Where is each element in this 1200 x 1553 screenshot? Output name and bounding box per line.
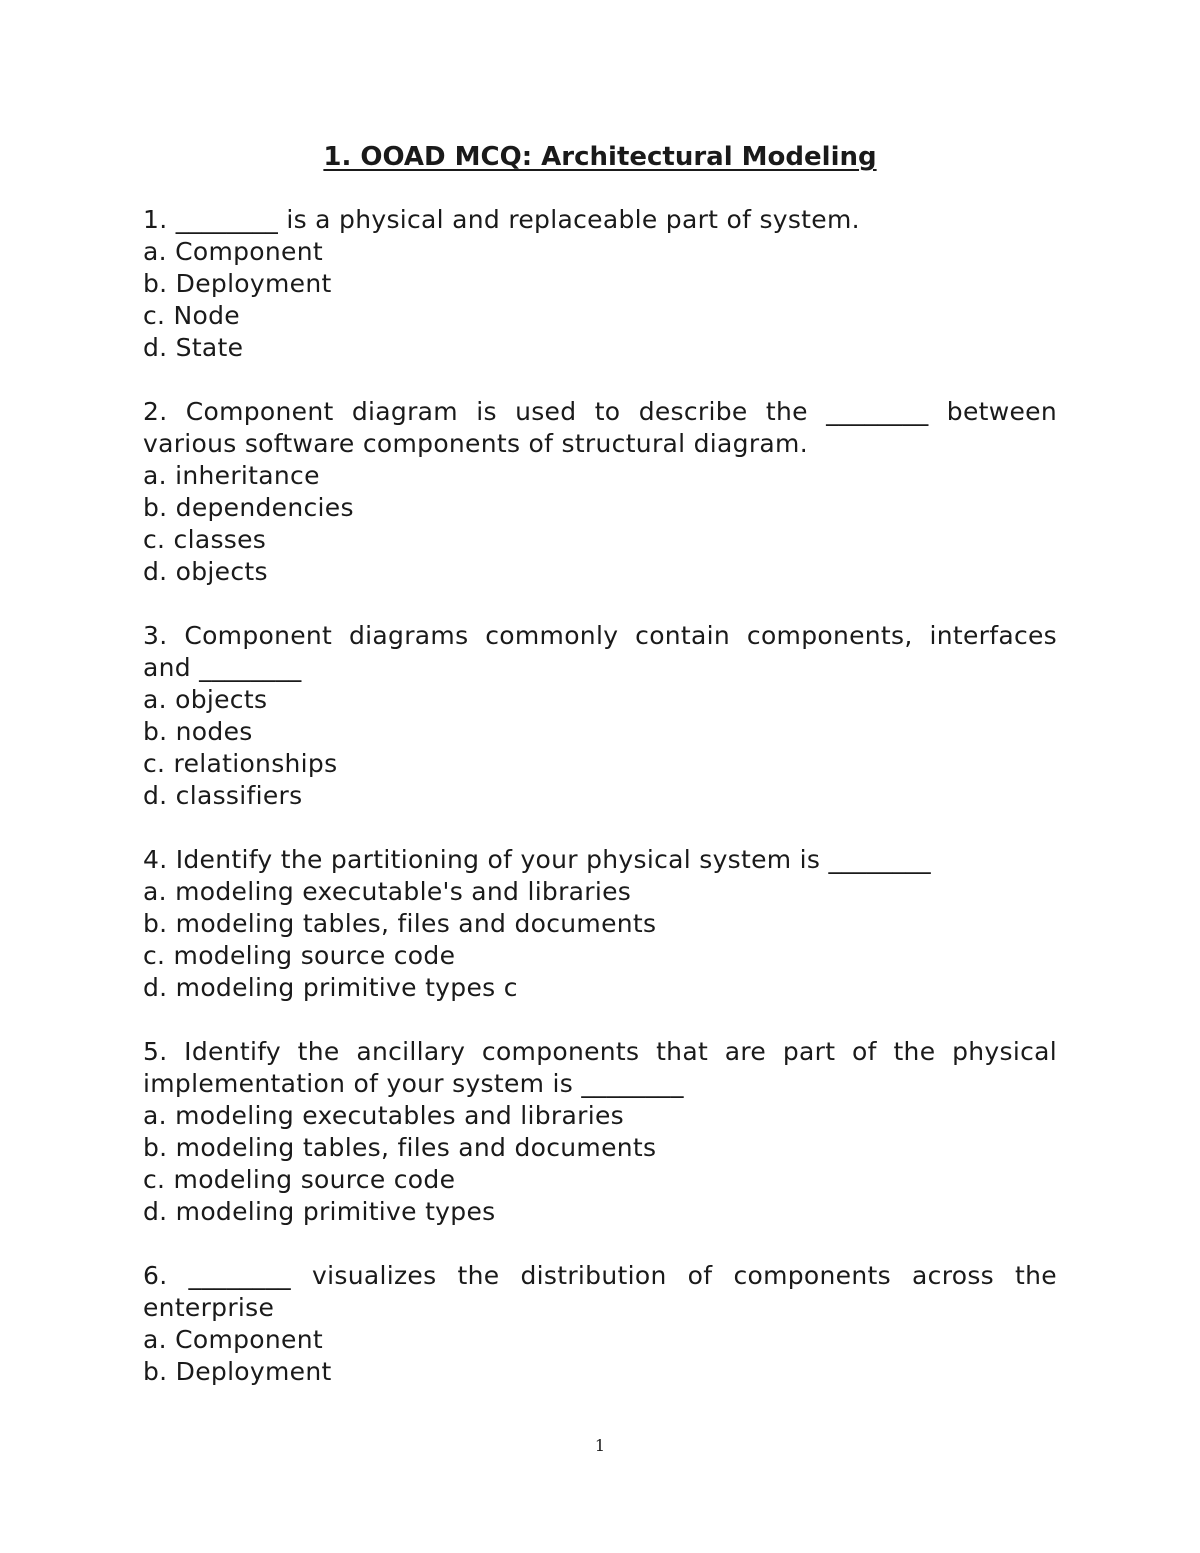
question-stem: 4. Identify the partitioning of your physical system is ________ (143, 845, 931, 874)
option-b: b. dependencies (143, 493, 354, 522)
question-3 (143, 620, 1057, 812)
option-d: d. modeling primitive types c (143, 973, 518, 1002)
question-stem: 2. Component diagram is used to describe the ________ between various software components of structural diagram. (143, 397, 1057, 458)
option-c: c. relationships (143, 749, 338, 778)
option-a: a. Component (143, 237, 323, 266)
option-c: c. modeling source code (143, 941, 456, 970)
option-a: a. modeling executable's and libraries (143, 877, 632, 906)
question-stem: 3. Component diagrams commonly contain components, interfaces and ________ (143, 621, 1057, 682)
question-list (143, 204, 1057, 1420)
option-c: c. classes (143, 525, 267, 554)
option-a: a. modeling executables and libraries (143, 1101, 624, 1130)
question-1 (143, 204, 1057, 364)
option-b: b. modeling tables, files and documents (143, 909, 657, 938)
option-d: d. classifiers (143, 781, 303, 810)
question-2 (143, 396, 1057, 588)
option-d: d. objects (143, 557, 268, 586)
option-c: c. modeling source code (143, 1165, 456, 1194)
option-a: a. inheritance (143, 461, 320, 490)
option-a: a. Component (143, 1325, 323, 1354)
option-b: b. nodes (143, 717, 253, 746)
option-b: b. Deployment (143, 269, 332, 298)
question-stem: 5. Identify the ancillary components that are part of the physical implementation of your system is ________ (143, 1037, 1057, 1098)
question-4 (143, 844, 1057, 1004)
question-5 (143, 1036, 1057, 1228)
page-title: 1. OOAD MCQ: Architectural Modeling (323, 142, 877, 172)
question-stem: 1. ________ is a physical and replaceable part of system. (143, 205, 860, 234)
option-b: b. Deployment (143, 1357, 332, 1386)
option-a: a. objects (143, 685, 268, 714)
question-stem: 6. ________ visualizes the distribution of components across the enterprise (143, 1261, 1057, 1322)
question-6 (143, 1260, 1057, 1388)
option-d: d. modeling primitive types (143, 1197, 496, 1226)
option-b: b. modeling tables, files and documents (143, 1133, 657, 1162)
page-number: 1 (594, 1436, 606, 1455)
option-c: c. Node (143, 301, 240, 330)
option-d: d. State (143, 333, 244, 362)
